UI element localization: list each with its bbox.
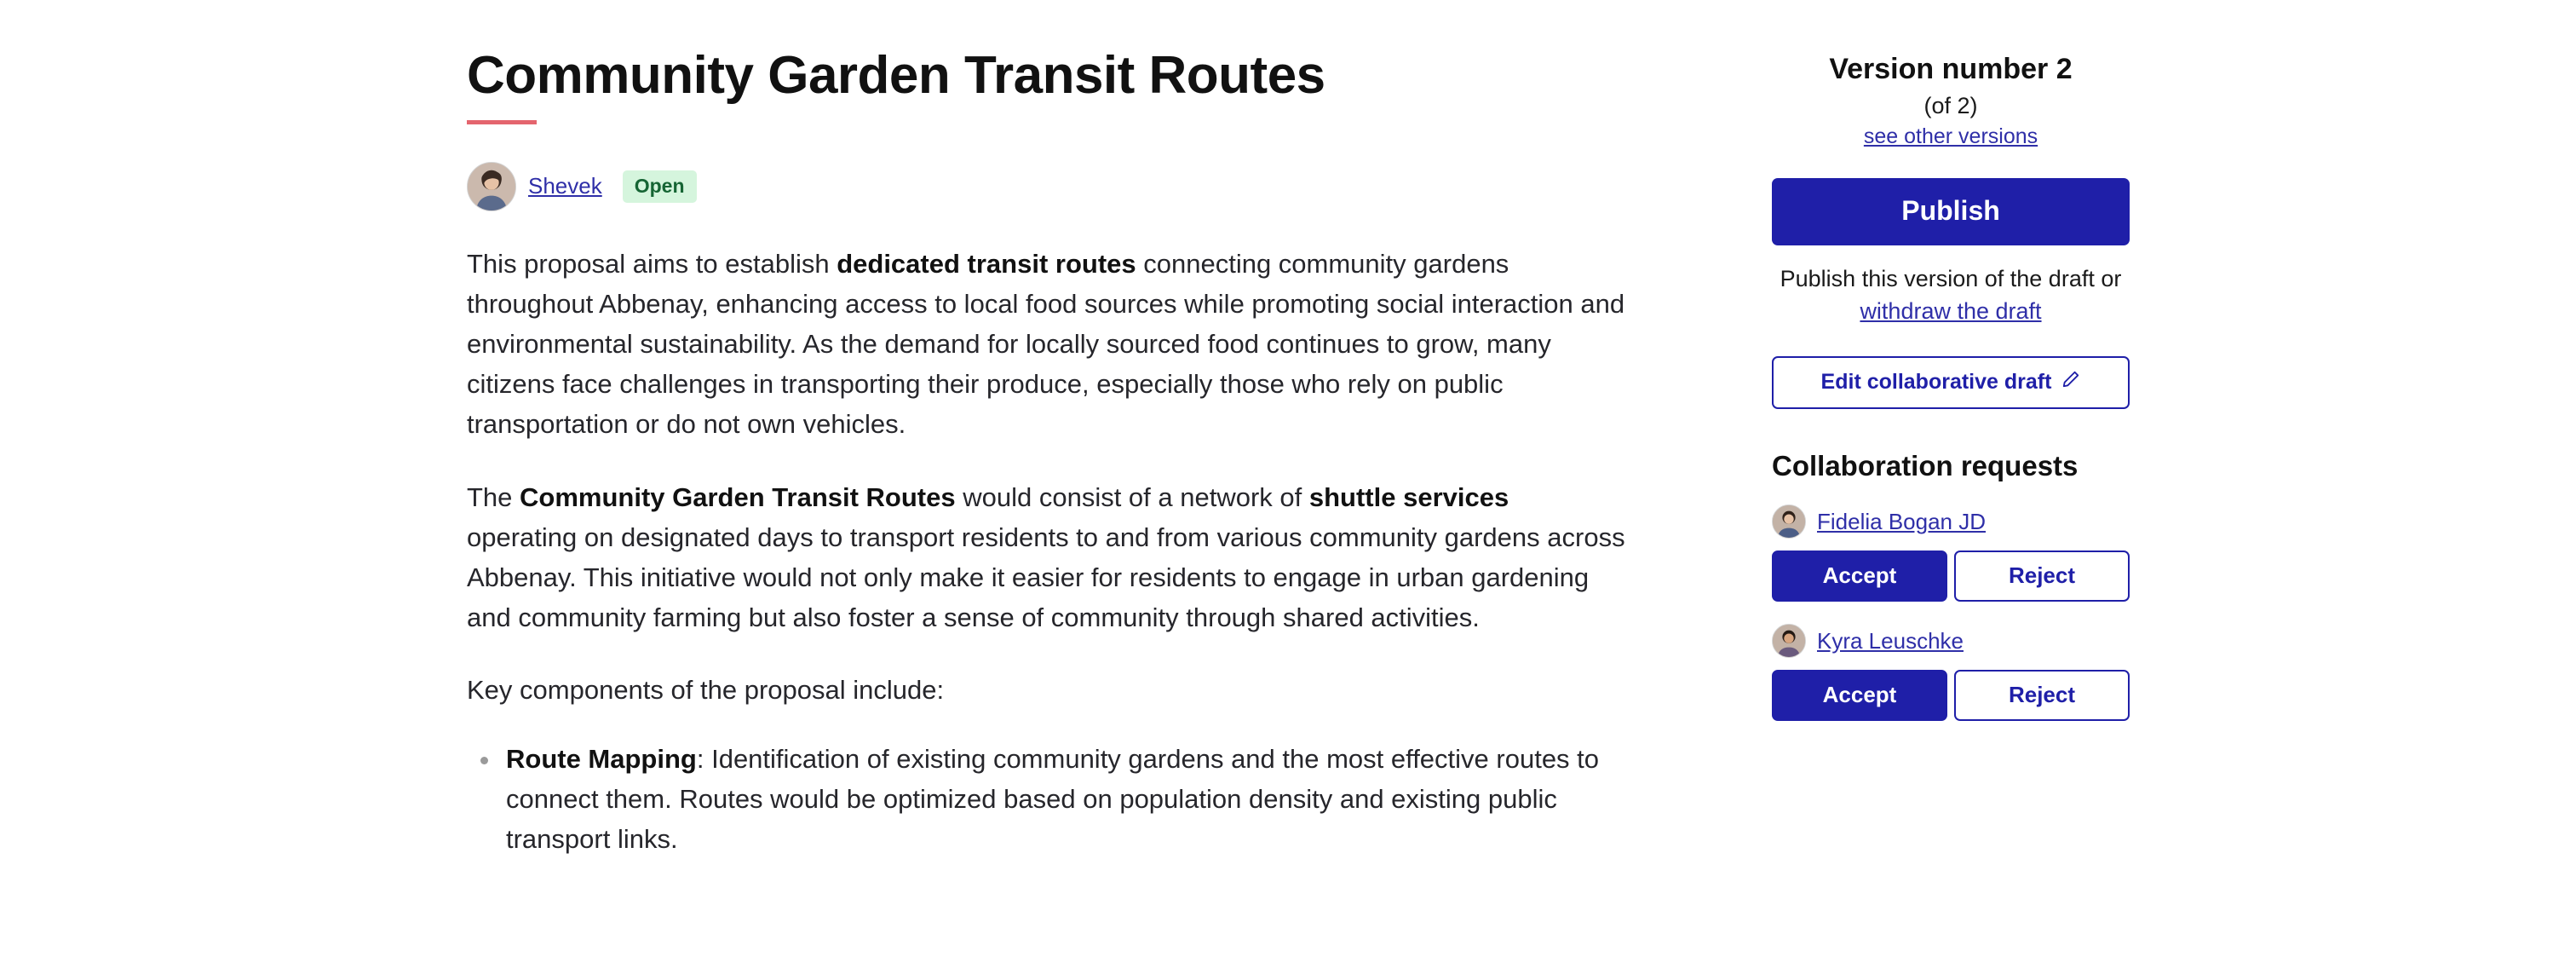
publish-note xyxy=(1772,262,2130,328)
body-text-run: would consist of a network of xyxy=(955,481,1309,512)
emphasis-text: shuttle services xyxy=(1308,481,1509,512)
key-components-list xyxy=(467,739,1659,859)
edit-button-label: Edit collaborative draft xyxy=(1820,370,2052,395)
collaboration-requests-list xyxy=(1772,504,2130,721)
accept-button[interactable]: Accept xyxy=(1772,670,1947,721)
author-byline xyxy=(467,162,1659,211)
edit-collaborative-draft-button[interactable] xyxy=(1772,356,2130,409)
see-other-versions-link[interactable]: see other versions xyxy=(1863,124,2038,148)
status-badge: Open xyxy=(623,170,697,203)
body-text-run: connecting community gardens throughout Abbenay, enhancing access to local food sources while promoting social interaction and environmental sustainability. As the demand for locally sourced food continues to grow, many citizens face challenges in transporting their produce, especially those who rely on public transportation or do not own vehicles. xyxy=(467,248,1625,440)
collaborator-name-link[interactable]: Fidelia Bogan JD xyxy=(1817,508,1986,534)
page-title: Community Garden Transit Routes xyxy=(467,46,1325,105)
collaboration-requests-heading: Collaboration requests xyxy=(1772,450,2079,482)
list-item xyxy=(506,739,1639,859)
author-link[interactable]: Shevek xyxy=(528,173,602,199)
collaboration-request-actions xyxy=(1772,670,2130,721)
emphasis-text: Route Mapping xyxy=(506,744,697,775)
body-text-run: Key components of the proposal include: xyxy=(467,674,945,705)
avatar xyxy=(1772,624,1806,658)
publish-note-text: Publish this version of the draft or xyxy=(1780,265,2122,291)
version-count: (of 2) xyxy=(1923,92,1978,118)
collaborator-name-link[interactable]: Kyra Leuschke xyxy=(1817,627,1964,654)
accept-button[interactable]: Accept xyxy=(1772,551,1947,602)
document-main-column xyxy=(467,48,1659,878)
pencil-icon xyxy=(2061,370,2080,395)
title-underline-rule xyxy=(467,120,537,124)
reject-button[interactable]: Reject xyxy=(1954,670,2130,721)
body-text-run: This proposal aims to establish xyxy=(467,248,837,279)
reject-button[interactable]: Reject xyxy=(1954,551,2130,602)
body-text-run: The xyxy=(467,481,520,512)
publish-button[interactable]: Publish xyxy=(1772,178,2130,245)
version-title: Version number 2 xyxy=(1829,53,2073,85)
collaboration-request-person xyxy=(1772,504,2130,539)
document-body xyxy=(467,244,1659,710)
body-text-run: : Identification of existing community gardens and the most effective routes to connect them. Routes would be optimized based on population density and existing public transport links. xyxy=(506,744,1600,855)
body-paragraph xyxy=(467,477,1625,637)
emphasis-text: Community Garden Transit Routes xyxy=(520,481,956,512)
document-sidebar xyxy=(1772,51,2130,721)
collaboration-request-person xyxy=(1772,624,2130,658)
body-paragraph xyxy=(467,244,1625,445)
collaboration-request-actions xyxy=(1772,551,2130,602)
body-paragraph xyxy=(467,670,1625,710)
avatar xyxy=(1772,504,1806,539)
withdraw-draft-link[interactable]: withdraw the draft xyxy=(1860,297,2042,324)
body-text-run: operating on designated days to transport residents to and from various community gardens across Abbenay. This initiative would not only make it easier for residents to engage in urban gardening and community farming but also foster a sense of community through shared activities. xyxy=(467,522,1625,632)
emphasis-text: dedicated transit routes xyxy=(837,248,1136,279)
avatar xyxy=(467,162,516,211)
